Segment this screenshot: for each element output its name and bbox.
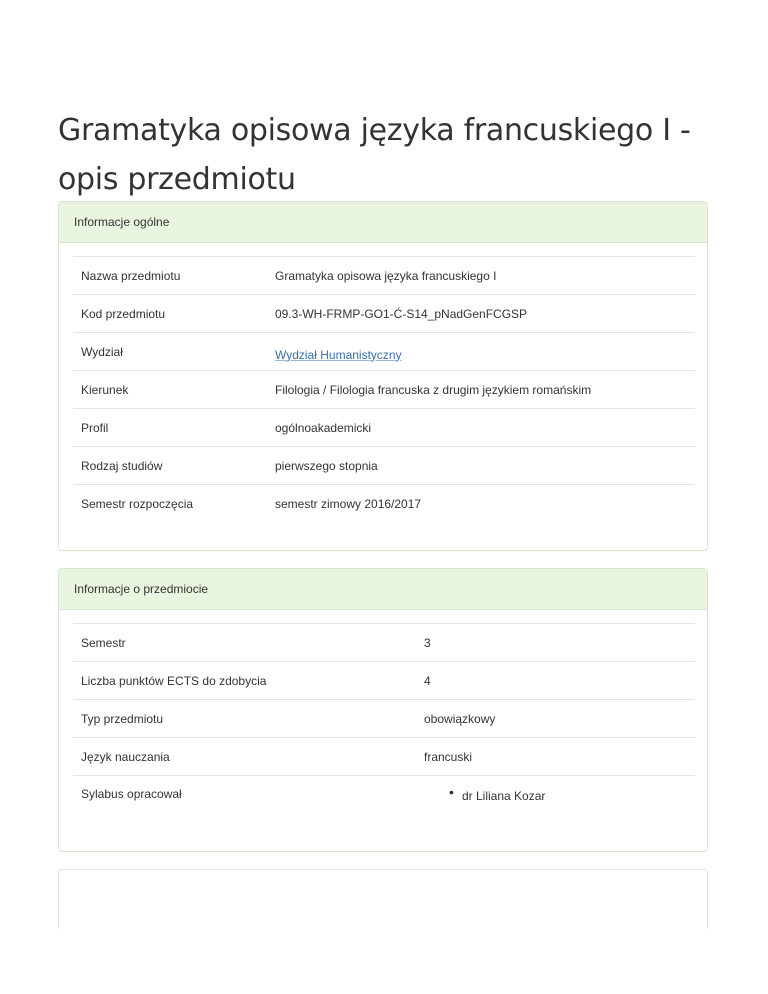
table-row xyxy=(73,738,695,776)
table-row xyxy=(73,700,695,738)
table-row xyxy=(73,662,695,700)
row-label: Typ przedmiotu xyxy=(81,711,164,726)
course-info-heading: Informacje o przedmiocie xyxy=(59,569,707,610)
table-row xyxy=(73,409,695,447)
course-info-panel xyxy=(58,568,708,852)
row-label: Profil xyxy=(81,420,109,435)
row-value: francuski xyxy=(424,749,473,764)
general-info-heading: Informacje ogólne xyxy=(59,202,707,243)
row-value: Gramatyka opisowa języka francuskiego I xyxy=(275,268,497,283)
table-row xyxy=(73,776,695,826)
row-label: Semestr xyxy=(81,635,126,650)
row-label: Język nauczania xyxy=(81,749,170,764)
next-panel xyxy=(58,869,708,929)
list-item: • dr Liliana Kozar xyxy=(449,787,695,805)
row-label: Nazwa przedmiotu xyxy=(81,268,181,283)
general-info-table xyxy=(73,256,695,522)
row-label: Kierunek xyxy=(81,382,129,397)
row-label: Kod przedmiotu xyxy=(81,306,166,321)
table-row xyxy=(73,485,695,523)
table-row xyxy=(73,371,695,409)
row-label: Wydział xyxy=(81,344,123,359)
table-row xyxy=(73,257,695,295)
row-value xyxy=(416,776,695,826)
table-row xyxy=(73,295,695,333)
row-value: 4 xyxy=(424,673,431,688)
row-value: 09.3-WH-FRMP-GO1-Ć-S14_pNadGenFCGSP xyxy=(275,306,528,321)
row-value: obowiązkowy xyxy=(424,711,496,726)
row-value: Filologia / Filologia francuska z drugim językiem romańskim xyxy=(275,382,592,397)
row-label: Sylabus opracował xyxy=(81,787,182,801)
row-label: Semestr rozpoczęcia xyxy=(81,496,194,511)
table-row xyxy=(73,447,695,485)
page-title: Gramatyka opisowa języka francuskiego I - opis przedmiotu xyxy=(58,113,691,197)
general-info-panel xyxy=(58,201,708,551)
row-value: 3 xyxy=(424,635,431,650)
row-label: Liczba punktów ECTS do zdobycia xyxy=(81,673,267,688)
table-row xyxy=(73,333,695,371)
row-value xyxy=(267,333,695,371)
course-info-table xyxy=(73,623,695,826)
faculty-link[interactable]: Wydział Humanistyczny xyxy=(275,347,402,362)
row-label: Rodzaj studiów xyxy=(81,458,163,473)
row-value: pierwszego stopnia xyxy=(275,458,378,473)
row-value: ogólnoakademicki xyxy=(275,420,372,435)
author-list xyxy=(424,787,695,805)
table-row xyxy=(73,624,695,662)
row-value: semestr zimowy 2016/2017 xyxy=(275,496,422,511)
